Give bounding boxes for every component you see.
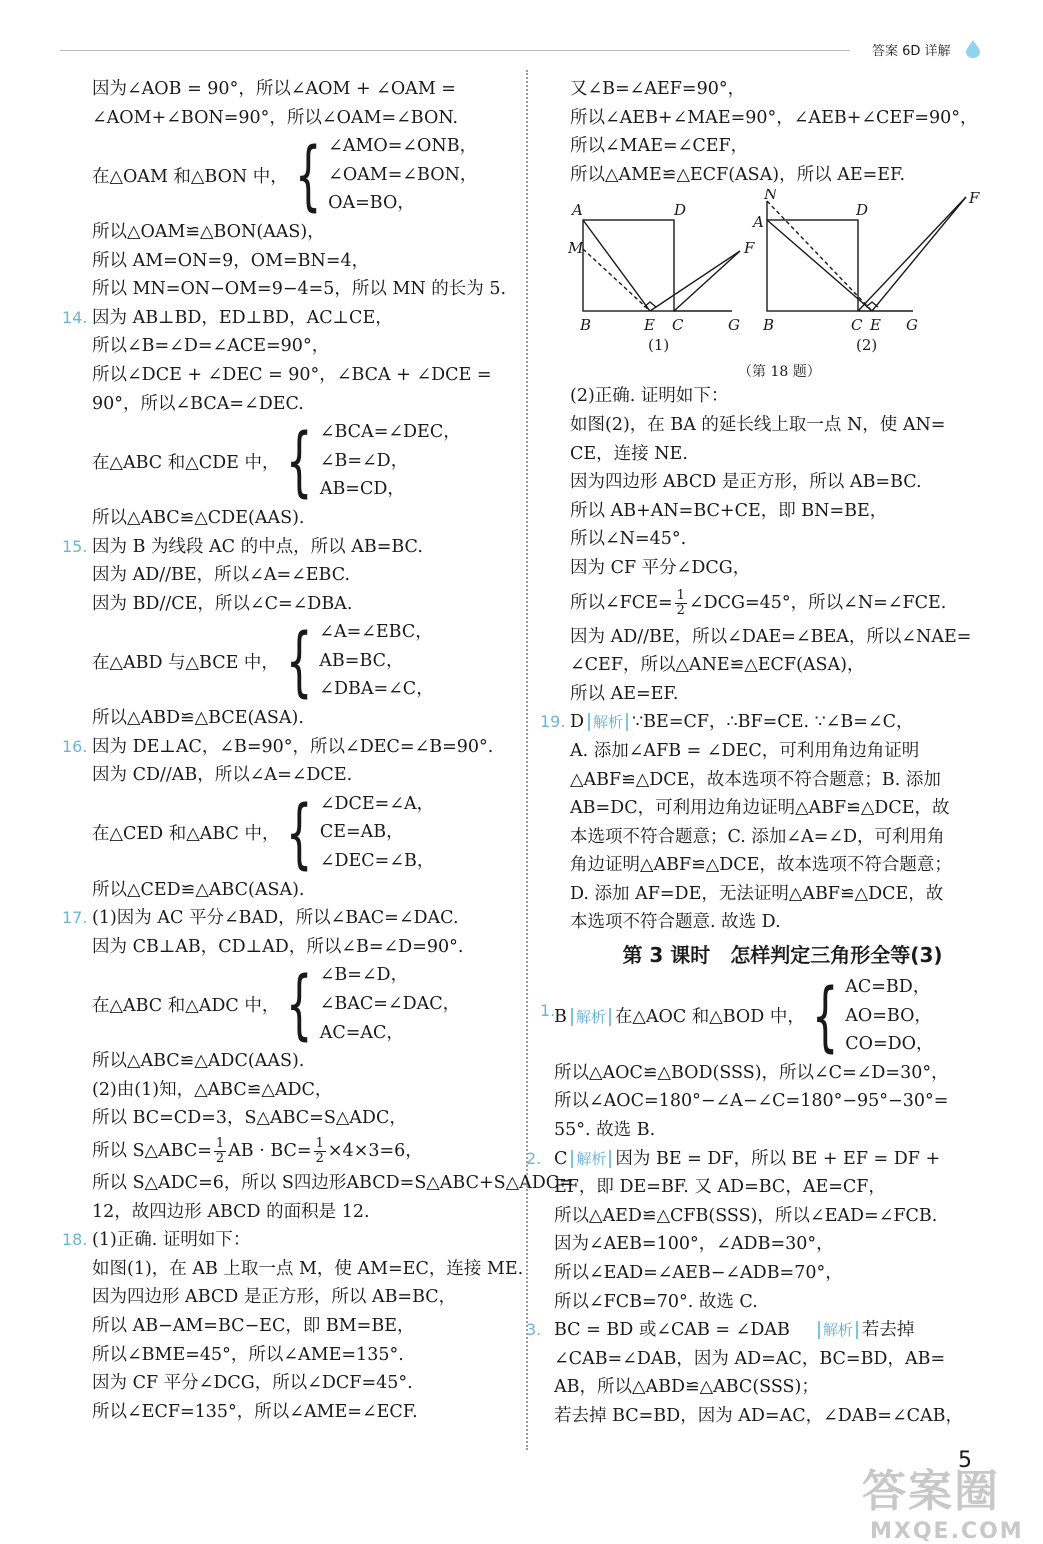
system-row: ∠DCE=∠A， xyxy=(319,793,435,814)
text-line: 因为四边形 ABCD 是正方形，所以 AB=BC， xyxy=(92,1287,457,1308)
brace-icon: { xyxy=(811,970,839,1060)
text-line: 所以∠B=∠D=∠ACE=90°， xyxy=(92,336,330,357)
system-lead: 在△ABC 和△ADC 中， xyxy=(92,995,280,1016)
system-lead: 在△ABD 与△BCE 中， xyxy=(92,652,279,673)
area-formula xyxy=(62,1133,510,1169)
answer-letter: B xyxy=(554,1007,567,1028)
header-label: 答案 6D 详解 xyxy=(872,44,951,59)
text-line: 本选项不符合题意；C. 添加∠A=∠D，可利用角 xyxy=(570,826,945,847)
text-line: (2)由(1)知，△ABC≌△ADC， xyxy=(92,1079,333,1100)
text-line: 所以△AED≌△CFB(SSS)，所以∠EAD=∠FCB. xyxy=(554,1205,938,1226)
text-line: 因为 AB⊥BD，ED⊥BD，AC⊥CE， xyxy=(92,307,393,328)
text-line: 所以 S△ADC=6，所以 S四边形ABCD=S△ABC+S△ADC= xyxy=(92,1172,574,1193)
fraction-half xyxy=(675,589,687,618)
section-title: 第 3 课时 怎样判定三角形全等(3) xyxy=(622,943,943,968)
system-row: ∠B=∠D， xyxy=(319,450,409,471)
text-line: 所以△CED≌△ABC(ASA). xyxy=(92,879,305,900)
text-line: (1)因为 AC 平分∠BAD，所以∠BAC=∠DAC. xyxy=(92,908,459,929)
label-g: G xyxy=(728,316,740,335)
system-row: ∠A=∠EBC， xyxy=(319,622,433,643)
lead-text: 在△AOC 和△BOD 中， xyxy=(614,1007,805,1028)
fraction-half xyxy=(214,1137,226,1166)
text-line: 因为∠AOB = 90°，所以∠AOM + ∠OAM = xyxy=(92,79,456,99)
label-c: C xyxy=(851,316,863,335)
label-m: M xyxy=(568,239,584,258)
text-line: 所以∠BME=45°，所以∠AME=135°. xyxy=(92,1344,404,1365)
text-line: 因为 BE = DF，所以 BE + EF = DF + xyxy=(615,1148,941,1169)
text-line: 所以△AME≌△ECF(ASA)，所以 AE=EF. xyxy=(570,164,906,185)
system-row: ∠B=∠D， xyxy=(319,965,409,986)
question-number: 14. xyxy=(62,307,88,327)
text-line: 因为 AD//BE，所以∠A=∠EBC. xyxy=(92,565,351,586)
equation-system xyxy=(62,418,510,504)
label-e: E xyxy=(644,316,655,335)
text-line: ∵BE=CF，∴BF=CE. ∵∠B=∠C， xyxy=(632,712,914,733)
label-c: C xyxy=(672,316,684,335)
label-a: A xyxy=(572,201,583,220)
text-line: AB=DC，可利用边角边证明△ABF≌△DCE，故 xyxy=(570,798,950,819)
question-18 xyxy=(62,1226,510,1255)
system-row: AC=BD， xyxy=(845,977,931,998)
drop-logo-icon xyxy=(963,38,983,58)
brace-icon: { xyxy=(286,416,313,506)
line-ae xyxy=(767,220,872,311)
text-line: A. 添加∠AFB = ∠DEC，可利用角边角证明 xyxy=(570,740,920,761)
fraction-line xyxy=(540,583,985,623)
text-line: 因为 DE⊥AC，∠B=90°，所以∠DEC=∠B=90°. xyxy=(92,736,494,757)
text-line: 因为 CD//AB，所以∠A=∠DCE. xyxy=(92,765,353,786)
text-line: (2)正确. 证明如下： xyxy=(570,386,729,407)
text-line: 所以∠N=45°. xyxy=(570,529,687,550)
text-line: 所以∠AOC=180°−∠A−∠C=180°−95°−30°= xyxy=(554,1091,949,1112)
text-line: 所以△ABC≌△CDE(AAS). xyxy=(92,507,305,528)
header-rule xyxy=(60,50,850,51)
text-line: 所以∠MAE=∠CEF， xyxy=(570,136,749,157)
text-line: 90°，所以∠BCA=∠DEC. xyxy=(92,393,304,414)
text-line: 所以 AB−AM=BC−EC，即 BM=BE， xyxy=(92,1315,415,1336)
figure-caption: （第 18 题） xyxy=(738,364,821,381)
text-line: 所以△ABC≌△ADC(AAS). xyxy=(92,1051,305,1072)
sub-caption-1: (1) xyxy=(648,336,670,355)
figure-18 xyxy=(540,189,985,382)
text-line: 若去掉 xyxy=(861,1320,915,1341)
equation-system xyxy=(62,132,510,218)
text-line: 因为四边形 ABCD 是正方形，所以 AB=BC. xyxy=(570,472,922,493)
text-line: AB，所以△ABD≌△ABC(SSS)； xyxy=(554,1377,819,1398)
text-line: ∠AOM+∠BON=90°，所以∠OAM=∠BON. xyxy=(92,107,459,128)
text-line: 因为 CB⊥AB，CD⊥AD，所以∠B=∠D=90°. xyxy=(92,936,464,957)
answer-letter: D xyxy=(570,712,585,733)
question-15 xyxy=(62,533,510,562)
geometry-figure xyxy=(568,189,988,382)
question-number: 16. xyxy=(62,736,88,756)
system-row: AB=CD， xyxy=(319,479,405,500)
system-row: ∠DEC=∠B， xyxy=(319,851,435,872)
analysis-tag: 解析 xyxy=(571,1008,611,1026)
system-row: ∠AMO=∠ONB， xyxy=(328,136,478,157)
formula-part: 所以 S△ABC= xyxy=(92,1140,212,1161)
sub-caption-2: (2) xyxy=(856,336,878,355)
text-line: 所以∠DCE + ∠DEC = 90°，∠BCA + ∠DCE = xyxy=(92,364,492,385)
numerator: 1 xyxy=(315,1135,324,1151)
text-line: 55°. 故选 B. xyxy=(554,1120,656,1141)
label-f: F xyxy=(744,239,755,258)
system-row: AO=BO， xyxy=(845,1005,932,1026)
equation-system xyxy=(62,618,510,704)
line-cf xyxy=(674,251,740,311)
figure-2-labels xyxy=(751,189,980,354)
text-line: 如图(1)，在 AB 上取一点 M，使 AM=EC，连接 ME. xyxy=(92,1258,524,1279)
watermark-url: MXQE.COM xyxy=(870,1519,1024,1544)
text-line: 所以△OAM≌△BON(AAS)， xyxy=(92,221,325,242)
question-16 xyxy=(62,733,510,762)
brace-icon: { xyxy=(286,787,313,877)
formula-part: 所以∠FCE= xyxy=(570,592,673,613)
equation-system xyxy=(62,961,510,1047)
right-angle-mark xyxy=(866,302,878,307)
question-number: 2. xyxy=(526,1148,542,1168)
question-number: 3. xyxy=(526,1320,542,1340)
system-lead xyxy=(554,1003,807,1028)
page-number: 5 xyxy=(958,1448,972,1473)
numerator: 1 xyxy=(676,587,685,603)
question-number: 19. xyxy=(540,712,566,732)
label-a: A xyxy=(753,213,764,232)
answer-text: BC = BD 或∠CAB = ∠DAB xyxy=(554,1320,790,1341)
system-row: ∠DBA=∠C， xyxy=(319,679,434,700)
question-17 xyxy=(62,904,510,933)
question-3 xyxy=(526,1316,985,1345)
text-line: (1)正确. 证明如下： xyxy=(92,1230,251,1251)
text-line: 又∠B=∠AEF=90°， xyxy=(570,79,746,99)
equation-system xyxy=(62,787,510,877)
system-row: ∠BAC=∠DAC， xyxy=(319,994,461,1014)
label-b: B xyxy=(580,316,592,335)
text-line: 因为 B 为线段 AC 的中点，所以 AB=BC. xyxy=(92,536,423,557)
square-abcd xyxy=(583,220,674,311)
column-divider xyxy=(526,70,528,1450)
text-line: 本选项不符合题意. 故选 D. xyxy=(570,912,781,933)
line-ae xyxy=(583,220,650,311)
watermark xyxy=(862,1455,1037,1544)
question-2 xyxy=(526,1145,985,1174)
analysis-tag: 解析 xyxy=(818,1321,858,1339)
brace-icon: { xyxy=(285,616,313,706)
watermark-title: 答案圈 xyxy=(862,1466,1000,1517)
text-line: 因为 CF 平分∠DCG，所以∠DCF=45°. xyxy=(92,1373,413,1394)
text-line: 所以∠ECF=135°，所以∠AME=∠ECF. xyxy=(92,1401,418,1422)
fraction-half xyxy=(314,1137,326,1166)
system-row: ∠OAM=∠BON， xyxy=(328,164,478,185)
text-line: 因为 AD//BE，所以∠DAE=∠BEA，所以∠NAE= xyxy=(570,626,972,647)
text-line: D. 添加 AF=DE，无法证明△ABF≌△DCE，故 xyxy=(570,883,944,904)
label-d: D xyxy=(674,201,687,220)
line-ef xyxy=(650,251,740,311)
formula-part: ×4×3=6， xyxy=(327,1140,423,1161)
label-f: F xyxy=(969,189,980,208)
line-cf xyxy=(858,197,966,311)
system-lead: 在△CED 和△ABC 中， xyxy=(92,824,280,845)
formula-part: AB · BC= xyxy=(228,1140,312,1161)
text-line: 所以 AM=ON=9，OM=BN=4， xyxy=(92,250,370,271)
question-number: 15. xyxy=(62,536,88,556)
system-lead: 在△ABC 和△CDE 中， xyxy=(92,452,280,473)
system-row: ∠BCA=∠DEC， xyxy=(319,422,461,443)
system-row: OA=BO， xyxy=(328,193,415,214)
denominator: 2 xyxy=(215,1150,225,1166)
text-line: 如图(2)，在 BA 的延长线上取一点 N，使 AN= xyxy=(570,414,946,435)
text-line: 所以∠EAD=∠AEB−∠ADB=70°， xyxy=(554,1263,843,1283)
equation-system xyxy=(540,970,985,1060)
text-line: 12，故四边形 ABCD 的面积是 12. xyxy=(92,1201,370,1222)
brace-icon: { xyxy=(286,959,313,1049)
numerator: 1 xyxy=(215,1135,225,1151)
formula-part: ∠DCG=45°，所以∠N=∠FCE. xyxy=(688,592,947,613)
system-row: CE=AB， xyxy=(319,822,404,843)
system-row: CO=DO， xyxy=(845,1034,934,1055)
text-line: 角边证明△ABF≌△DCE，故本选项不符合题意； xyxy=(570,855,952,876)
system-row: AC=AC， xyxy=(319,1022,404,1043)
analysis-tag: 解析 xyxy=(588,713,628,731)
brace-icon: { xyxy=(294,130,322,220)
label-d: D xyxy=(856,201,869,220)
text-line: 因为 CF 平分∠DCG， xyxy=(570,557,751,578)
question-number: 1. xyxy=(540,1001,556,1021)
text-line: 所以△AOC≌△BOD(SSS)，所以∠C=∠D=30°， xyxy=(554,1062,949,1083)
label-n: N xyxy=(764,189,778,204)
text-line: 所以 AB+AN=BC+CE，即 BN=BE， xyxy=(570,500,888,521)
label-g: G xyxy=(906,316,918,335)
text-line: 因为∠AEB=100°，∠ADB=30°， xyxy=(554,1234,834,1255)
figure-1-labels xyxy=(568,201,755,354)
denominator: 2 xyxy=(315,1150,324,1166)
right-column xyxy=(526,75,985,1431)
question-14 xyxy=(62,304,510,333)
analysis-tag: 解析 xyxy=(571,1150,611,1168)
text-line: ∠CEF，所以△ANE≌△ECF(ASA)， xyxy=(570,655,865,676)
line-ef xyxy=(872,197,966,311)
text-line: 因为 BD//CE，所以∠C=∠DBA. xyxy=(92,593,353,614)
label-b: B xyxy=(763,316,775,335)
question-number: 17. xyxy=(62,908,88,928)
denominator: 2 xyxy=(676,602,685,618)
system-row: AB=BC， xyxy=(319,650,404,671)
text-line: 所以∠FCB=70°. 故选 C. xyxy=(554,1291,758,1312)
text-line: 所以 BC=CD=3，S△ABC=S△ADC， xyxy=(92,1108,407,1129)
figure-1 xyxy=(583,220,740,311)
question-number: 18. xyxy=(62,1230,88,1250)
text-line: ∠CAB=∠DAB，因为 AD=AC，BC=BD，AB= xyxy=(554,1348,946,1369)
question-19 xyxy=(540,708,985,737)
dashed-me xyxy=(583,249,650,311)
answer-letter: C xyxy=(554,1148,568,1169)
text-line: 所以 AE=EF. xyxy=(570,683,679,704)
square-abcd xyxy=(767,220,858,311)
text-line: 若去掉 BC=BD，因为 AD=AC，∠DAB=∠CAB， xyxy=(554,1405,964,1426)
text-line: 所以∠AEB+∠MAE=90°，∠AEB+∠CEF=90°， xyxy=(570,107,978,128)
text-line: CE，连接 NE. xyxy=(570,443,688,464)
label-e: E xyxy=(870,316,881,335)
text-line: 所以 MN=ON−OM=9−4=5，所以 MN 的长为 5. xyxy=(92,279,507,300)
text-line: EF，即 DE=BF. 又 AD=BC，AE=CF， xyxy=(554,1177,886,1198)
text-line: △ABF≌△DCE，故本选项不符合题意；B. 添加 xyxy=(570,769,941,790)
text-line: 所以△ABD≌△BCE(ASA). xyxy=(92,708,304,729)
system-lead: 在△OAM 和△BON 中， xyxy=(92,166,288,187)
